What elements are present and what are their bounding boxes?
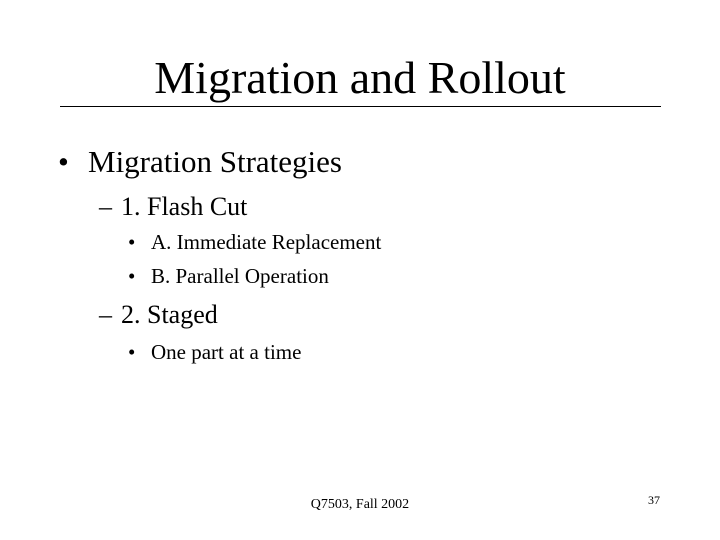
bullet-text: Migration Strategies <box>88 144 342 179</box>
bullet-marker: • <box>128 264 136 288</box>
subsubbullet-text: B. Parallel Operation <box>151 264 329 288</box>
bullet-marker: • <box>128 230 136 254</box>
subsubbullet-immediate-replacement <box>128 228 381 256</box>
subbullet-text: 1. Flash Cut <box>121 192 248 221</box>
slide-title: Migration and Rollout <box>154 52 566 103</box>
page-number: 37 <box>648 493 660 507</box>
slide-footer: Q7503, Fall 2002 <box>310 497 410 512</box>
dash-marker: – <box>99 300 112 329</box>
bullet-marker: • <box>58 144 69 179</box>
dash-marker: – <box>99 192 112 221</box>
subsubbullet-text: A. Immediate Replacement <box>151 230 382 254</box>
subsubbullet-parallel-operation <box>128 262 329 290</box>
bullet-marker: • <box>128 340 136 364</box>
subsubbullet-text: One part at a time <box>151 340 302 364</box>
title-divider <box>60 106 661 107</box>
subbullet-staged <box>99 298 218 332</box>
subsubbullet-one-part-at-a-time <box>128 338 301 366</box>
bullet-migration-strategies <box>58 142 342 182</box>
subbullet-flash-cut <box>99 190 247 224</box>
subbullet-text: 2. Staged <box>121 300 218 329</box>
